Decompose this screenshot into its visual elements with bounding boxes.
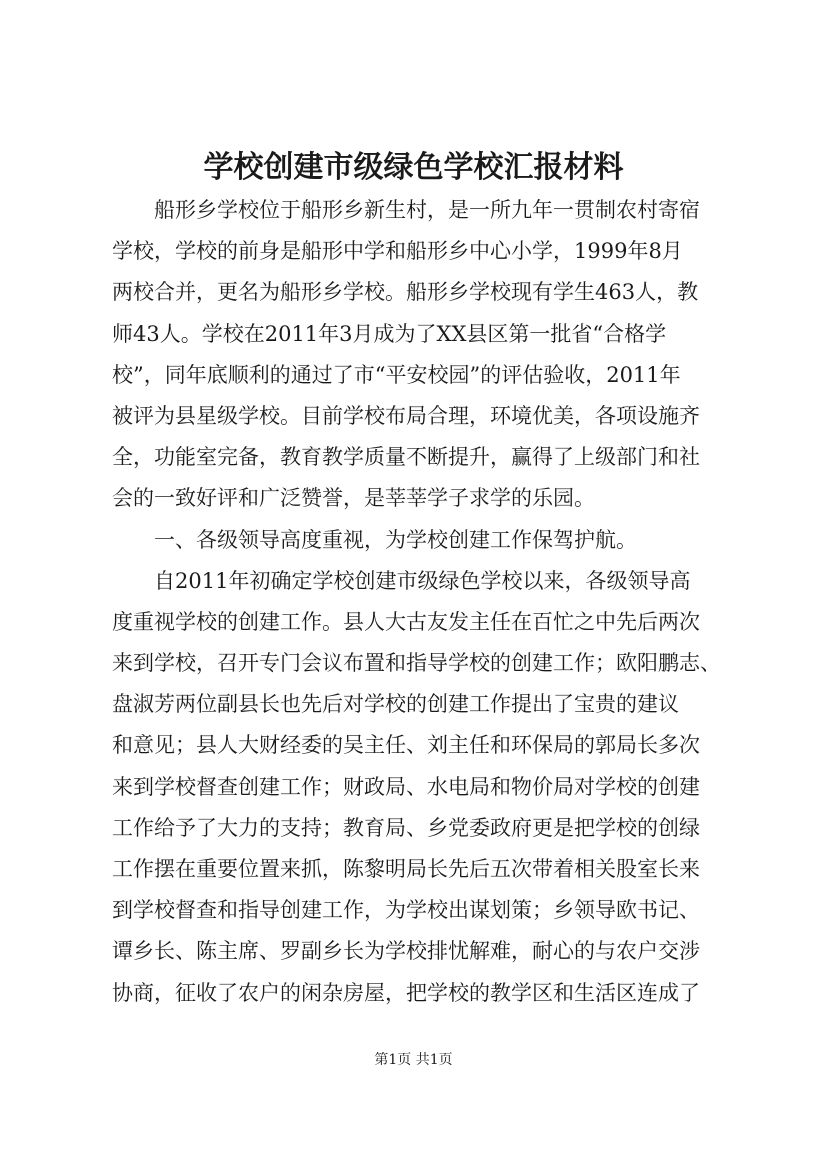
body-line: 工作给予了大力的支持；教育局、乡党委政府更是把学校的创绿	[112, 815, 700, 840]
body-line: 到学校督查和指导创建工作，为学校出谋划策；乡领导欧书记、	[112, 898, 700, 923]
body-line: 船形乡学校位于船形乡新生村，是一所九年一贯制农村寄宿	[112, 198, 700, 222]
body-line: 盘淑芳两位副县长也先后对学校的创建工作提出了宝贵的建议	[112, 692, 679, 717]
body-line: 会的一致好评和广泛赞誉，是莘莘学子求学的乐园。	[112, 486, 595, 511]
body-line: 师43人。学校在2011年3月成为了XX县区第一批省“合格学	[112, 321, 667, 346]
page-number-footer: 第1页 共1页	[374, 1052, 453, 1068]
body-line: 校”，同年底顺利的通过了市“平安校园”的评估验收，2011年	[112, 362, 681, 387]
body-line: 度重视学校的创建工作。县人大古友发主任在百忙之中先后两次	[112, 609, 700, 634]
body-line: 学校，学校的前身是船形中学和船形乡中心小学，1999年8月	[112, 239, 683, 264]
body-line: 和意见；县人大财经委的吴主任、刘主任和环保局的郭局长多次	[112, 733, 700, 758]
body-line: 工作摆在重要位置来抓，陈黎明局长先后五次带着相关股室长来	[112, 857, 700, 881]
body-line: 谭乡长、陈主席、罗副乡长为学校排忧解难，耐心的与农户交涉	[112, 939, 700, 964]
body-line: 两校合并，更名为船形乡学校。船形乡学校现有学生463人，教	[112, 280, 699, 305]
body-line: 来到学校，召开专门会议布置和指导学校的创建工作；欧阳鹏志、	[112, 651, 721, 676]
section-heading: 一、各级领导高度重视，为学校创建工作保驾护航。	[112, 527, 637, 552]
body-line: 自2011年初确定学校创建市级绿色学校以来，各级领导高	[112, 568, 691, 593]
body-line: 协商，征收了农户的闲杂房屋，把学校的教学区和生活区连成了	[112, 980, 700, 1005]
body-line: 全，功能室完备，教育教学质量不断提升，赢得了上级部门和社	[112, 445, 700, 470]
document-body	[112, 190, 732, 1014]
body-line: 来到学校督查创建工作；财政局、水电局和物价局对学校的创建	[112, 774, 700, 799]
document-title: 学校创建市级绿色学校汇报材料	[203, 150, 624, 185]
body-line: 被评为县星级学校。目前学校布局合理，环境优美，各项设施齐	[112, 403, 700, 428]
